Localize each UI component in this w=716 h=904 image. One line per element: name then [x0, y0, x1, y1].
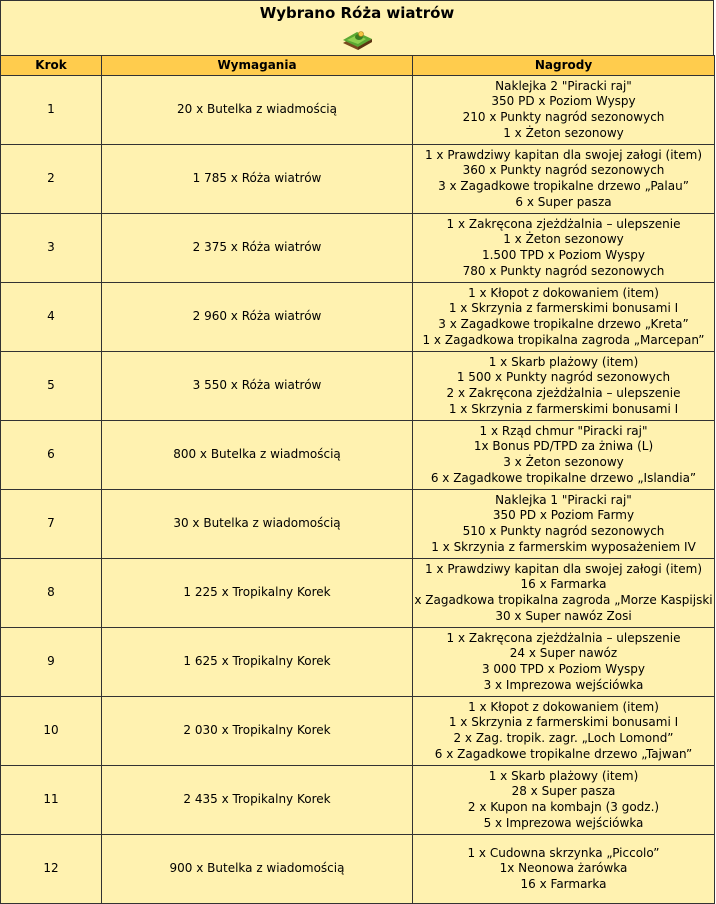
step-cell: 6	[1, 421, 102, 490]
table-row	[1, 490, 715, 559]
reward-item: 1 x Prawdziwy kapitan dla swojej załogi (item)	[424, 561, 703, 576]
reward-item: 1 x Zagadkowa tropikalna zagroda „Marcepan”	[422, 332, 705, 347]
reward-item: 3 x Imprezowa wejściówka	[483, 677, 644, 692]
table-row	[1, 421, 715, 490]
requirement-cell: 2 030 x Tropikalny Korek	[102, 697, 413, 766]
reward-item: 6 x Super pasza	[515, 194, 612, 209]
rewards-cell	[413, 214, 715, 283]
rewards-cell	[413, 352, 715, 421]
step-cell: 10	[1, 697, 102, 766]
reward-item: 28 x Super pasza	[511, 784, 616, 799]
table-row	[1, 76, 715, 145]
reward-item: 510 x Punkty nagród sezonowych	[462, 524, 665, 538]
requirement-cell: 1 225 x Tropikalny Korek	[102, 559, 413, 628]
table-title: Wybrano Róża wiatrów	[0, 0, 714, 25]
reward-item: 360 x Punkty nagród sezonowych	[462, 163, 665, 178]
header-row	[1, 56, 715, 76]
table-row	[1, 352, 715, 421]
reward-item: 350 PD x Poziom Farmy	[492, 508, 635, 523]
table-row	[1, 214, 715, 283]
reward-item: 1 x Skrzynia z farmerskimi bonusami I	[448, 301, 679, 316]
rewards-table	[0, 55, 715, 904]
reward-item: Naklejka 2 "Piracki raj"	[495, 78, 632, 93]
table-row	[1, 835, 715, 904]
reward-item: 6 x Zagadkowe tropikalne drzewo „Islandia”	[430, 470, 697, 485]
reward-item: 2 x Zag. tropik. zagr. „Loch Lomond”	[453, 731, 674, 745]
reward-item: 16 x Farmarka	[520, 577, 607, 592]
step-cell: 2	[1, 145, 102, 214]
rewards-cell	[413, 559, 715, 628]
reward-item: 1 x Skrzynia z farmerskimi bonusami I	[448, 401, 679, 416]
header-requirements: Wymagania	[102, 56, 413, 76]
reward-item: 6 x Zagadkowe tropikalne drzewo „Tajwan”	[434, 746, 693, 761]
reward-item: 1 x Kłopot z dokowaniem (item)	[468, 699, 659, 714]
header-rewards: Nagrody	[413, 56, 715, 76]
table-body	[1, 76, 715, 904]
reward-item: 30 x Super nawóz Zosi	[495, 608, 632, 623]
reward-item: 1.500 TPD x Poziom Wyspy	[481, 248, 646, 262]
rewards-cell	[413, 697, 715, 766]
step-cell: 9	[1, 628, 102, 697]
requirement-cell: 2 960 x Róża wiatrów	[102, 283, 413, 352]
reward-item: 780 x Punkty nagród sezonowych	[462, 263, 665, 278]
reward-item: 2 x Kupon na kombajn (3 godz.)	[467, 800, 660, 814]
reward-item: 1 x Zakręcona zjeżdżalnia – ulepszenie	[446, 216, 681, 231]
reward-item: x Zagadkowa tropikalna zagroda „Morze Kaspijski	[414, 593, 713, 607]
reward-item: 1x Neonowa żarówka	[499, 861, 628, 876]
reward-item: 1 500 x Punkty nagród sezonowych	[456, 370, 671, 385]
reward-item: 24 x Super nawóz	[509, 646, 618, 661]
step-cell: 4	[1, 283, 102, 352]
step-cell: 12	[1, 835, 102, 904]
reward-item: 1 x Skrzynia z farmerskim wyposażeniem IV	[431, 539, 696, 554]
reward-item: 3 x Zagadkowe tropikalne drzewo „Palau”	[438, 179, 689, 193]
requirement-cell: 1 625 x Tropikalny Korek	[102, 628, 413, 697]
table-row	[1, 559, 715, 628]
rewards-cell	[413, 490, 715, 559]
rewards-cell	[413, 421, 715, 490]
reward-item: 3 000 TPD x Poziom Wyspy	[481, 662, 646, 676]
reward-item: 1 x Żeton sezonowy	[503, 232, 624, 247]
rewards-cell	[413, 628, 715, 697]
reward-item: 1 x Skrzynia z farmerskimi bonusami I	[448, 715, 679, 730]
reward-item: 1x Bonus PD/TPD za żniwa (L)	[473, 439, 654, 454]
reward-item: 1 x Rząd chmur "Piracki raj"	[479, 423, 648, 438]
reward-item: 1 x Zakręcona zjeżdżalnia – ulepszenie	[446, 630, 681, 645]
requirement-cell: 1 785 x Róża wiatrów	[102, 145, 413, 214]
reward-item: 1 x Skarb plażowy (item)	[488, 354, 639, 369]
reward-item: 1 x Prawdziwy kapitan dla swojej załogi (item)	[424, 147, 703, 162]
rewards-cell	[413, 835, 715, 904]
rewards-cell	[413, 145, 715, 214]
reward-item: 5 x Imprezowa wejściówka	[483, 815, 644, 830]
step-cell: 8	[1, 559, 102, 628]
reward-item: 1 x Cudowna skrzynka „Piccolo”	[467, 845, 660, 860]
table-row	[1, 283, 715, 352]
rewards-cell	[413, 766, 715, 835]
rewards-cell	[413, 283, 715, 352]
reward-item: 1 x Żeton sezonowy	[503, 125, 624, 140]
requirement-cell: 3 550 x Róża wiatrów	[102, 352, 413, 421]
title-icon-row	[0, 24, 714, 56]
island-map-icon	[339, 27, 375, 53]
table-row	[1, 145, 715, 214]
requirement-cell: 2 435 x Tropikalny Korek	[102, 766, 413, 835]
requirement-cell: 2 375 x Róża wiatrów	[102, 214, 413, 283]
requirement-cell: 800 x Butelka z wiadmością	[102, 421, 413, 490]
reward-item: 350 PD x Poziom Wyspy	[491, 94, 636, 109]
requirement-cell: 900 x Butelka z wiadomością	[102, 835, 413, 904]
reward-item: 3 x Żeton sezonowy	[503, 455, 624, 469]
reward-item: 2 x Zakręcona zjeżdżalnia – ulepszenie	[446, 386, 681, 400]
reward-item: 16 x Farmarka	[520, 876, 607, 891]
step-cell: 11	[1, 766, 102, 835]
table-row	[1, 628, 715, 697]
requirement-cell: 30 x Butelka z wiadomością	[102, 490, 413, 559]
requirement-cell: 20 x Butelka z wiadmością	[102, 76, 413, 145]
table-row	[1, 697, 715, 766]
header-step: Krok	[1, 56, 102, 76]
table-row	[1, 766, 715, 835]
step-cell: 3	[1, 214, 102, 283]
reward-item: 1 x Kłopot z dokowaniem (item)	[468, 285, 659, 300]
rewards-cell	[413, 76, 715, 145]
step-cell: 7	[1, 490, 102, 559]
reward-item: 3 x Zagadkowe tropikalne drzewo „Kreta”	[438, 317, 689, 331]
reward-item: Naklejka 1 "Piracki raj"	[495, 492, 632, 507]
step-cell: 5	[1, 352, 102, 421]
step-cell: 1	[1, 76, 102, 145]
reward-item: 210 x Punkty nagród sezonowych	[462, 110, 665, 124]
reward-item: 1 x Skarb plażowy (item)	[488, 768, 639, 783]
